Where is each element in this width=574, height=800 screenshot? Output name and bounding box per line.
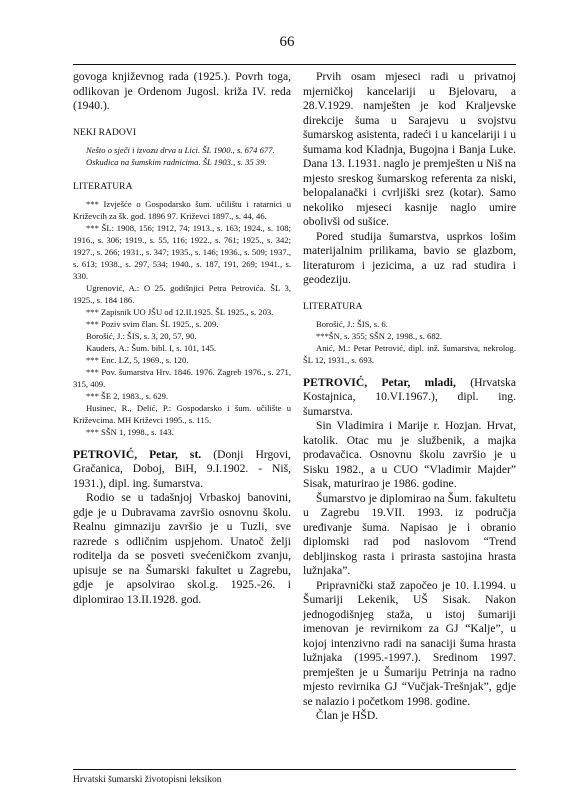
left-radovi-heading: NEKI RADOVI <box>73 127 137 138</box>
entry-name: PETROVIĆ, Petar, st. <box>73 447 202 461</box>
lit-item: *** SŠN 1, 1998., s. 143. <box>86 426 174 437</box>
page-number: 66 <box>279 34 295 50</box>
entry-biography: Rodio se u tadašnjoj Vrbaskoj banovini, gdje je u Dubravama završio osnovnu školu. Realnu gimnaziju završio je u Tuzli, sve razrede s odličnim uspjehom. Unatoč želji roditelja da se posveti svećeničkom zvanju, upisuje se na Šumarski fakultet u Zagrebu, gdje je apsolvirao skol.g. 1925.-26. i diplomirao 13.II.1928. god. <box>73 491 291 606</box>
entry-heading-petar-mladi: PETROVIĆ, Petar, mladi, (Hrvatska Kostajnica, 10.VI.1967.), dipl. ing. šumarstva. <box>303 375 516 418</box>
entry-biography: Pripravnički staž započeo je 10. I.1994. u Šumariji Lekenik, UŠ Sisak. Nakon jednogodišnjeg staža, u istoj šumariji imenovan je revirnikom za GJ “Kalje”, u kojoj intenzivno radi na sanaciji šuma hrasta lužnjaka (1995.-1997.). Sredinom 1997. premješten je u Šumariju Petrinja na radno mjesto revirnika GJ “Vučjak-Trešnjak”, gdje se nalazio i početkom 1998. godine. <box>303 578 516 708</box>
lit-item: *** Enc. LZ, 5, 1969., s. 120. <box>86 354 189 365</box>
lit-item: Borošić, J.: ŠIS, s. 6. <box>316 318 388 329</box>
right-column <box>303 70 516 724</box>
lit-item: Ugrenović, A.: O 25. godišnjici Petra Petrovića. ŠL 3, 1925., s. 184 186. <box>73 282 291 305</box>
lit-item: *** Poziv svim član. ŠL 1925., s. 209. <box>86 318 219 329</box>
footer-title: Hrvatski šumarski životopisni leksikon <box>73 775 222 785</box>
lit-item: Husinec, R., Delić, P.: Gospodarsko i šum. učilište u Križevcima. MH Križevci 1995., s. 115. <box>73 402 291 425</box>
lit-item: *** Izvješće o Gospodarsko šum. učilištu i ratarnici u Križevcih za šk. god. 1896 97. Križevci 1897., s. 44, 46. <box>73 198 291 221</box>
entry-heading-petar-st: PETROVIĆ, Petar, st. (Donji Hrgovi, Gračanica, Doboj, BiH, 9.I.1902. - Niš, 1931.), dipl. ing. šumarstva. <box>73 447 291 490</box>
lit-item: Kauders, A.: Šum. bibl. I, s. 101, 145. <box>86 342 217 353</box>
footer-rule <box>73 769 516 770</box>
lit-item: *** Pov. šumarstva Hrv. 1846. 1976. Zagreb 1976., s. 271, 315, 409. <box>73 366 291 389</box>
left-literatura-heading: LITERATURA <box>73 181 133 192</box>
lit-item: ***ŠN, s. 355; SŠN 2, 1998., s. 682. <box>316 330 443 341</box>
entry-biography: Član je HŠD. <box>316 709 379 722</box>
lit-item: Borošić, J.: ŠIS, s. 3, 20, 57, 90. <box>86 330 197 341</box>
lit-item: *** Zapisnik UO JŠU od 12.II.1925. ŠL 1925., s. 203. <box>86 306 274 317</box>
lit-item: *** ŠE 2, 1983., s. 629. <box>86 390 169 401</box>
lit-item: *** ŠL: 1908, 156; 1912, 74; 1913., s. 163; 1924., s. 108; 1916., s. 306; 1919., s. 55, 116; 1922., s. 761; 1925., s. 342; 1927., s. 266; 1931., s. 347; 1935., s. 146; 1936., s. 509; 1937., s. 613; 1938., s. 297, 534; 1940., s. 187, 191, 269; 1941., s. 330. <box>73 222 291 281</box>
entry-biography-cont: Prvih osam mjeseci radi u privatnoj mjerničkoj kancelariji u Bjelovaru, a 28.V.1929. namješten je kod Kraljevske direkcije šuma u Sarajevu u svojstvu šumarskog asistenta, radeći i u kancelariji i u šumama kod Kladnja, Bugojna i Banja Luke. Dana 13. I.1931. naglo je premješten u Niš na mjesto sreskog šumarskog referenta za niski, belopalanački i cvrljiški srez (kotar). Samo nekoliko mjeseci kasnije naglo umire obolivši od sušice. <box>303 70 516 228</box>
header-rule <box>73 64 516 65</box>
entry-biography: Sin Vladimira i Marije r. Hozjan. Hrvat, katolik. Otac mu je službenik, a majka prodavačica. Osnovnu školu završio je u Sisku 1982., a u CUO “Vladimir Majder” Sisak, maturirao je 1986. godine. <box>303 419 516 490</box>
radovi-item: Nešto o sječi i izvozu drva u Lici. ŠL 1900., s. 674 677. <box>86 144 275 155</box>
entry-name: PETROVIĆ, Petar, mladi, <box>303 375 456 389</box>
radovi-item: Oskudica na šumskim radnicima. ŠL 1903., s. 35 39. <box>86 156 267 167</box>
lit-item: Anić, M.: Petar Petrović, dipl. inž. šumarstva, nekrolog. ŠL 12, 1931., s. 693. <box>303 342 516 365</box>
right-literatura-heading: LITERATURA <box>303 301 363 312</box>
entry-biography-cont: Pored studija šumarstva, usprkos lošim materijalnim prilikama, bavio se glazbom, literaturom i jezicima, a uz rad studira i geodeziju. <box>303 229 516 286</box>
entry-biography: Šumarstvo je diplomirao na Šum. fakultetu u Zagrebu 19.VII. 1993. iz područja uređivanje šuma. Napisao je i obranio diplomski rad pod naslovom “Trend debljinskog rasta i prirasta sastojina hrasta lužnjaka”. <box>303 491 516 577</box>
left-column <box>73 70 291 607</box>
left-continuation: govoga književnog rada (1925.). Povrh toga, odlikovan je Ordenom Jugosl. križa IV. reda (1940.). <box>73 70 291 112</box>
